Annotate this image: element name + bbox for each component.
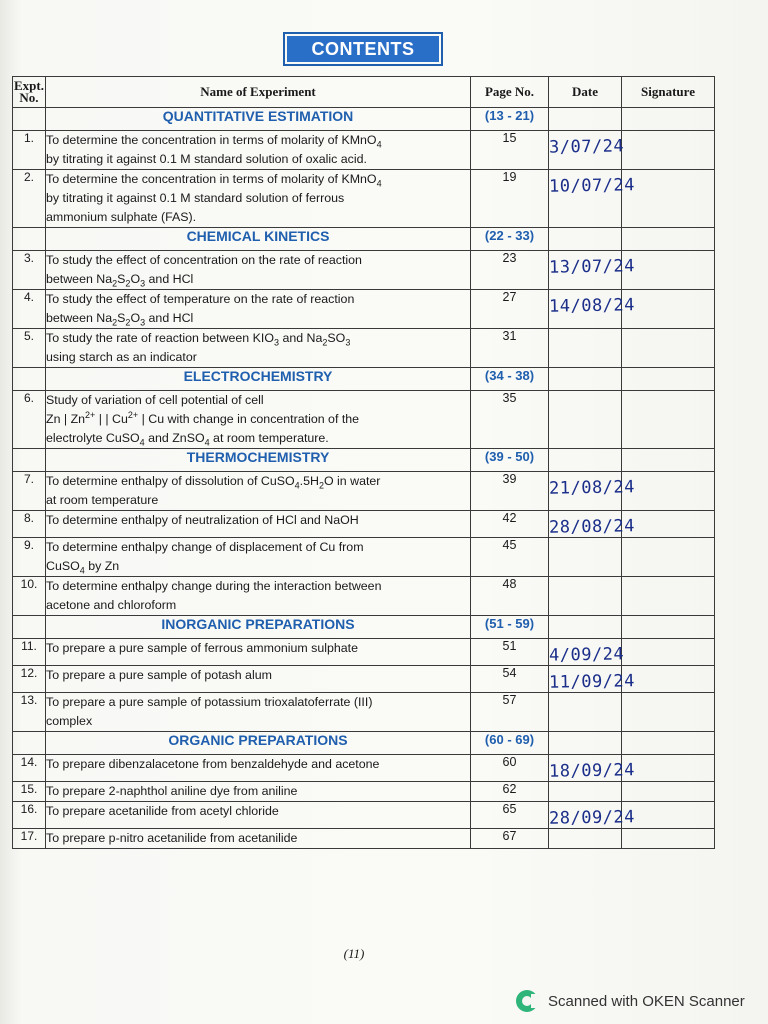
table-row [13, 290, 715, 329]
table-row [13, 782, 715, 802]
section-name: THERMOCHEMISTRY [46, 449, 471, 472]
expt-no: 16. [13, 802, 46, 829]
experiment-name: To determine the concentration in terms of molarity of KMnO$_4$ by titrating it against 0.1 M standard solution of oxalic acid. [46, 131, 471, 170]
signature-cell [622, 639, 715, 666]
section-signature-cell [622, 228, 715, 251]
page-no: 62 [471, 782, 549, 802]
experiment-name: To determine enthalpy change of displacement of Cu from CuSO$_4$ by Zn [46, 538, 471, 577]
section-date-cell [549, 108, 622, 131]
page-no: 42 [471, 511, 549, 538]
signature-cell [622, 782, 715, 802]
experiment-name: To prepare a pure sample of ferrous ammonium sulphate [46, 639, 471, 666]
scanner-watermark [516, 990, 745, 1012]
table-row [13, 538, 715, 577]
handwritten-date: 11/09/24 [548, 671, 636, 693]
page-no: 35 [471, 391, 549, 449]
section-spacer [13, 616, 46, 639]
expt-no: 10. [13, 577, 46, 616]
expt-no: 2. [13, 170, 46, 228]
signature-cell [622, 251, 715, 290]
table-row [13, 802, 715, 829]
table-row [13, 511, 715, 538]
experiment-name: To prepare dibenzalacetone from benzaldehyde and acetone [46, 755, 471, 782]
date-cell [549, 782, 622, 802]
date-cell [549, 829, 622, 849]
signature-cell [622, 472, 715, 511]
handwritten-date: 21/08/24 [548, 477, 636, 499]
table-row [13, 829, 715, 849]
section-page-range: (51 - 59) [471, 616, 549, 639]
section-page-range: (22 - 33) [471, 228, 549, 251]
section-date-cell [549, 368, 622, 391]
section-spacer [13, 732, 46, 755]
section-name: ELECTROCHEMISTRY [46, 368, 471, 391]
handwritten-date: 3/07/24 [548, 136, 625, 158]
section-date-cell [549, 449, 622, 472]
section-signature-cell [622, 732, 715, 755]
header-date: Date [549, 77, 622, 108]
experiment-name: To prepare p-nitro acetanilide from acetanilide [46, 829, 471, 849]
section-header-row [13, 228, 715, 251]
expt-no: 6. [13, 391, 46, 449]
table-row [13, 577, 715, 616]
date-cell [548, 251, 636, 290]
header-name: Name of Experiment [46, 77, 471, 108]
header-signature: Signature [622, 77, 715, 108]
expt-no: 13. [13, 693, 46, 732]
signature-cell [622, 666, 715, 693]
table-row [13, 693, 715, 732]
handwritten-date: 18/09/24 [548, 760, 636, 782]
section-header-row [13, 108, 715, 131]
section-signature-cell [622, 616, 715, 639]
table-row [13, 639, 715, 666]
experiment-name: To prepare 2-naphthol aniline dye from aniline [46, 782, 471, 802]
table-row [13, 666, 715, 693]
signature-cell [622, 170, 715, 228]
page-no: 54 [471, 666, 549, 693]
expt-no: 14. [13, 755, 46, 782]
section-date-cell [549, 732, 622, 755]
expt-no: 5. [13, 329, 46, 368]
date-cell [548, 170, 636, 228]
expt-no: 8. [13, 511, 46, 538]
signature-cell [622, 511, 715, 538]
section-name: CHEMICAL KINETICS [46, 228, 471, 251]
section-header-row [13, 368, 715, 391]
handwritten-date: 28/09/24 [548, 807, 636, 829]
date-cell [548, 290, 636, 329]
table-body [13, 108, 715, 849]
section-spacer [13, 368, 46, 391]
date-cell [549, 391, 622, 449]
experiment-name: Study of variation of cell potential of cell Zn | $Zn^{2+}$ | | $Cu^{2+}$ | Cu with change in concentration of the electrolyte CuSO$_4$ and ZnSO$_4$ at room temperature. [46, 391, 471, 449]
page-no: 31 [471, 329, 549, 368]
experiment-name: To prepare a pure sample of potash alum [46, 666, 471, 693]
page-no: 51 [471, 639, 549, 666]
expt-no: 11. [13, 639, 46, 666]
section-name: QUANTITATIVE ESTIMATION [46, 108, 471, 131]
scanner-text: Scanned with OKEN Scanner [548, 992, 745, 1010]
scanner-logo-icon [516, 990, 538, 1012]
signature-cell [622, 693, 715, 732]
expt-no: 3. [13, 251, 46, 290]
signature-cell [622, 329, 715, 368]
section-page-range: (39 - 50) [471, 449, 549, 472]
date-cell [548, 666, 636, 693]
section-signature-cell [622, 449, 715, 472]
date-cell [549, 329, 622, 368]
signature-cell [622, 131, 715, 170]
experiment-name: To study the effect of concentration on the rate of reaction between $Na_2S_2O_3$ and HCl [46, 251, 471, 290]
signature-cell [622, 538, 715, 577]
contents-title: CONTENTS [287, 36, 439, 62]
date-cell [549, 693, 622, 732]
section-date-cell [549, 228, 622, 251]
section-spacer [13, 228, 46, 251]
page-number: (11) [343, 946, 365, 961]
page-no: 57 [471, 693, 549, 732]
date-cell [548, 511, 636, 538]
table-row [13, 329, 715, 368]
section-spacer [13, 449, 46, 472]
table-row [13, 472, 715, 511]
handwritten-date: 4/09/24 [548, 644, 625, 666]
section-header-row [13, 732, 715, 755]
signature-cell [622, 391, 715, 449]
handwritten-date: 14/08/24 [548, 295, 636, 317]
header-expt-no: Expt. No. [13, 77, 46, 108]
page-no: 27 [471, 290, 549, 329]
page-no: 67 [471, 829, 549, 849]
experiment-name: To study the rate of reaction between $KIO_3$ and $Na_2SO_3$ using starch as an indicator [46, 329, 471, 368]
contents-title-box [283, 32, 443, 66]
signature-cell [622, 829, 715, 849]
date-cell [548, 755, 636, 782]
table-row [13, 391, 715, 449]
date-cell [549, 538, 622, 577]
experiment-name: To determine enthalpy of neutralization of HCl and NaOH [46, 511, 471, 538]
handwritten-date: 28/08/24 [548, 516, 636, 538]
experiment-name: To study the effect of temperature on the rate of reaction between $Na_2S_2O_3$ and HCl [46, 290, 471, 329]
expt-no: 15. [13, 782, 46, 802]
section-name: INORGANIC PREPARATIONS [46, 616, 471, 639]
date-cell [549, 577, 622, 616]
date-cell [548, 131, 625, 170]
table-row [13, 131, 715, 170]
signature-cell [622, 577, 715, 616]
date-cell [548, 802, 636, 829]
date-cell [548, 639, 625, 666]
section-page-range: (60 - 69) [471, 732, 549, 755]
experiment-name: To prepare a pure sample of potassium trioxalatoferrate (III) complex [46, 693, 471, 732]
page-no: 60 [471, 755, 549, 782]
expt-no: 1. [13, 131, 46, 170]
page-no: 48 [471, 577, 549, 616]
table-row [13, 755, 715, 782]
section-header-row [13, 616, 715, 639]
expt-no: 7. [13, 472, 46, 511]
page-no: 23 [471, 251, 549, 290]
expt-no: 4. [13, 290, 46, 329]
page-no: 65 [471, 802, 549, 829]
section-page-range: (13 - 21) [471, 108, 549, 131]
page-no: 15 [471, 131, 549, 170]
page-no: 19 [471, 170, 549, 228]
contents-table [12, 76, 715, 849]
experiment-name: To determine enthalpy change during the interaction between acetone and chloroform [46, 577, 471, 616]
table-row [13, 251, 715, 290]
table-header-row [13, 77, 715, 108]
experiment-name: To determine the concentration in terms of molarity of KMnO$_4$ by titrating it against 0.1 M standard solution of ferrous ammonium sulphate (FAS). [46, 170, 471, 228]
section-name: ORGANIC PREPARATIONS [46, 732, 471, 755]
section-header-row [13, 449, 715, 472]
handwritten-date: 10/07/24 [548, 175, 636, 197]
expt-no: 17. [13, 829, 46, 849]
section-signature-cell [622, 368, 715, 391]
signature-cell [622, 755, 715, 782]
experiment-name: To prepare acetanilide from acetyl chloride [46, 802, 471, 829]
table-row [13, 170, 715, 228]
expt-no: 12. [13, 666, 46, 693]
page-no: 45 [471, 538, 549, 577]
section-spacer [13, 108, 46, 131]
expt-no: 9. [13, 538, 46, 577]
section-signature-cell [622, 108, 715, 131]
page-no: 39 [471, 472, 549, 511]
date-cell [548, 472, 636, 511]
handwritten-date: 13/07/24 [548, 256, 636, 278]
signature-cell [622, 802, 715, 829]
header-page: Page No. [471, 77, 549, 108]
signature-cell [622, 290, 715, 329]
experiment-name: To determine enthalpy of dissolution of $CuSO_4.5H_2O$ in water at room temperature [46, 472, 471, 511]
section-page-range: (34 - 38) [471, 368, 549, 391]
section-date-cell [549, 616, 622, 639]
